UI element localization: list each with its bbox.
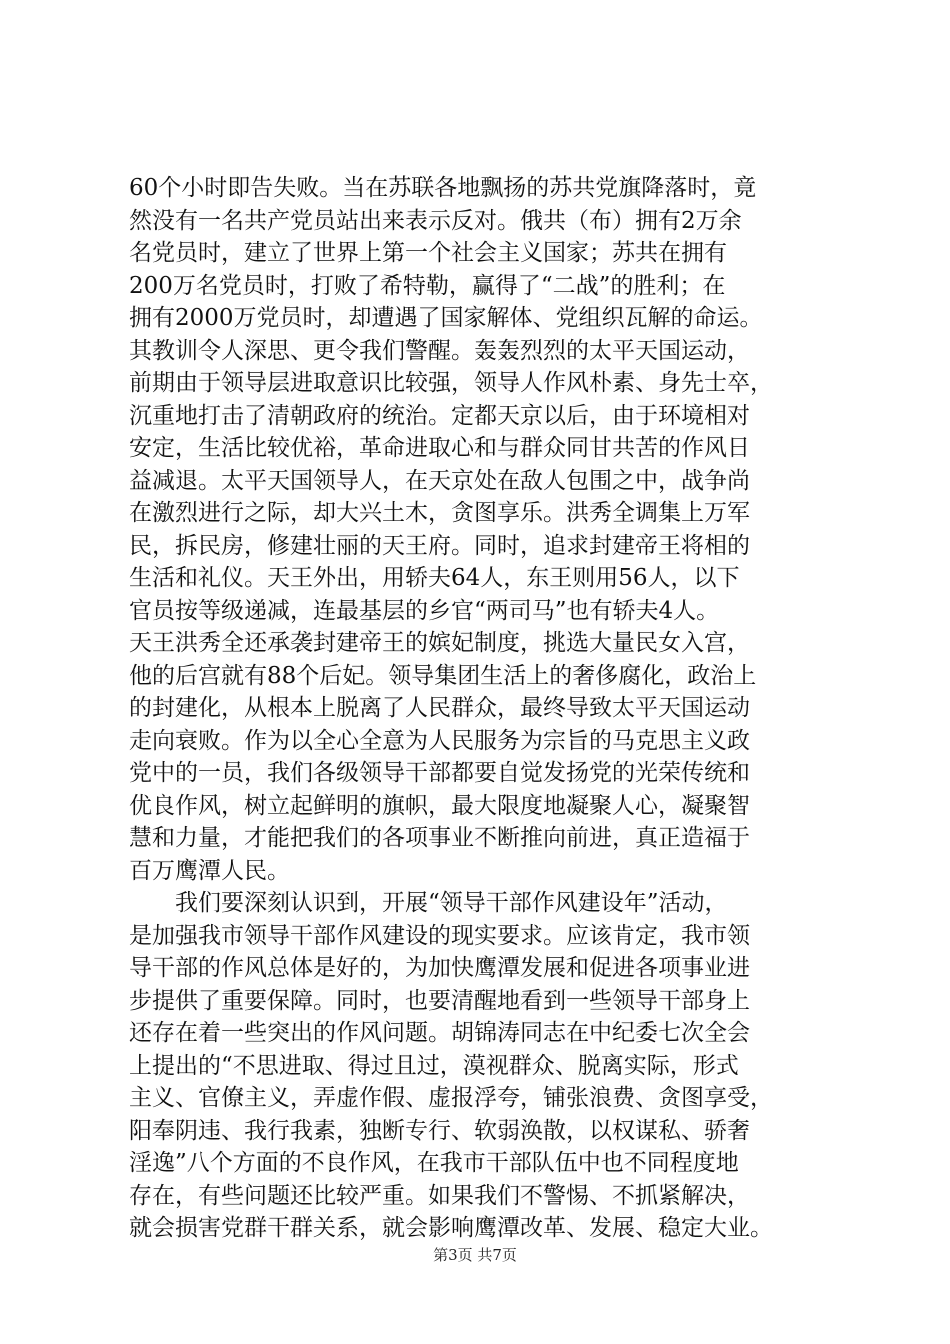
paragraph-2-line: 就会损害党群干群关系，就会影响鹰潭改革、发展、稳定大业。 <box>129 1215 773 1241</box>
paragraph-2-line: 淫逸”八个方面的不良作风，在我市干部队伍中也不同程度地 <box>129 1150 739 1176</box>
paragraph-2-line: 导干部的作风总体是好的，为加快鹰潭发展和促进各项事业进 <box>129 955 750 981</box>
paragraph-2-line: 上提出的“不思进取、得过且过，漠视群众、脱离实际，形式 <box>129 1052 739 1079</box>
paragraph-1-line: 走向衰败。作为以全心全意为人民服务为宗旨的马克思主义政 <box>129 727 750 754</box>
body-text <box>129 172 837 1245</box>
paragraph-1-line: 优良作风，树立起鲜明的旗帜，最大限度地凝聚人心，凝聚智 <box>129 792 750 819</box>
paragraph-1-line: 沉重地打击了清朝政府的统治。定都天京以后，由于环境相对 <box>129 402 750 429</box>
paragraph-1-line: 200万名党员时，打败了希特勒，赢得了“二战”的胜利；在 <box>129 272 726 299</box>
paragraph-1-line: 安定，生活比较优裕，革命进取心和与群众同甘共苦的作风日 <box>129 435 750 461</box>
paragraph-1-line: 天王洪秀全还承袭封建帝王的嫔妃制度，挑选大量民女入宫， <box>129 630 750 656</box>
paragraph-1-line: 然没有一名共产党员站出来表示反对。俄共（布）拥有2万余 <box>129 207 742 234</box>
paragraph-1-line: 益减退。太平天国领导人，在天京处在敌人包围之中，战争尚 <box>129 467 750 494</box>
paragraph-2-first-line: 我们要深刻认识到，开展“领导干部作风建设年”活动， <box>175 890 728 916</box>
paragraph-1-line: 60个小时即告失败。当在苏联各地飘扬的苏共党旗降落时，竟 <box>129 175 757 201</box>
paragraph-1-line: 名党员时，建立了世界上第一个社会主义国家；苏共在拥有 <box>129 240 727 266</box>
paragraph-1-line: 官员按等级递减，连最基层的乡官“两司马”也有轿夫4人。 <box>129 597 720 624</box>
paragraph-1-line: 前期由于领导层进取意识比较强，领导人作风朴素、身先士卒， <box>129 370 773 396</box>
paragraph-2-line: 存在，有些问题还比较严重。如果我们不警惕、不抓紧解决， <box>129 1182 750 1209</box>
paragraph-1-line: 慧和力量，才能把我们的各项事业不断推向前进，真正造福于 <box>129 825 750 851</box>
paragraph-2-line: 还存在着一些突出的作风问题。胡锦涛同志在中纪委七次全会 <box>129 1020 750 1046</box>
paragraph-2-line: 是加强我市领导干部作风建设的现实要求。应该肯定，我市领 <box>129 922 750 949</box>
paragraph-1-line: 的封建化，从根本上脱离了人民群众，最终导致太平天国运动 <box>129 695 750 721</box>
paragraph-1-line: 他的后宫就有88个后妃。领导集团生活上的奢侈腐化，政治上 <box>129 662 757 689</box>
paragraph-1-line: 民，拆民房，修建壮丽的天王府。同时，追求封建帝王将相的 <box>129 532 750 559</box>
paragraph-2-line: 主义、官僚主义，弄虚作假、虚报浮夸，铺张浪费、贪图享受， <box>129 1085 773 1111</box>
paragraph-2-line: 阳奉阴违、我行我素，独断专行、软弱涣散，以权谋私、骄奢 <box>129 1117 750 1144</box>
paragraph-1-line: 拥有2000万党员时，却遭遇了国家解体、党组织瓦解的命运。 <box>129 305 763 331</box>
paragraph-2-line: 步提供了重要保障。同时，也要清醒地看到一些领导干部身上 <box>129 987 750 1014</box>
paragraph-1-line: 其教训令人深思、更令我们警醒。轰轰烈烈的太平天国运动， <box>129 337 750 364</box>
page-number-footer: 第3页 共7页 <box>433 1246 517 1264</box>
paragraph-1-line: 在激烈进行之际，却大兴土木，贪图享乐。洪秀全调集上万军 <box>129 500 750 526</box>
paragraph-1-line: 生活和礼仪。天王外出，用轿夫64人，东王则用56人，以下 <box>129 565 740 591</box>
paragraph-1-line: 百万鹰潭人民。 <box>129 857 290 884</box>
paragraph-1-line: 党中的一员，我们各级领导干部都要自觉发扬党的光荣传统和 <box>129 760 750 786</box>
